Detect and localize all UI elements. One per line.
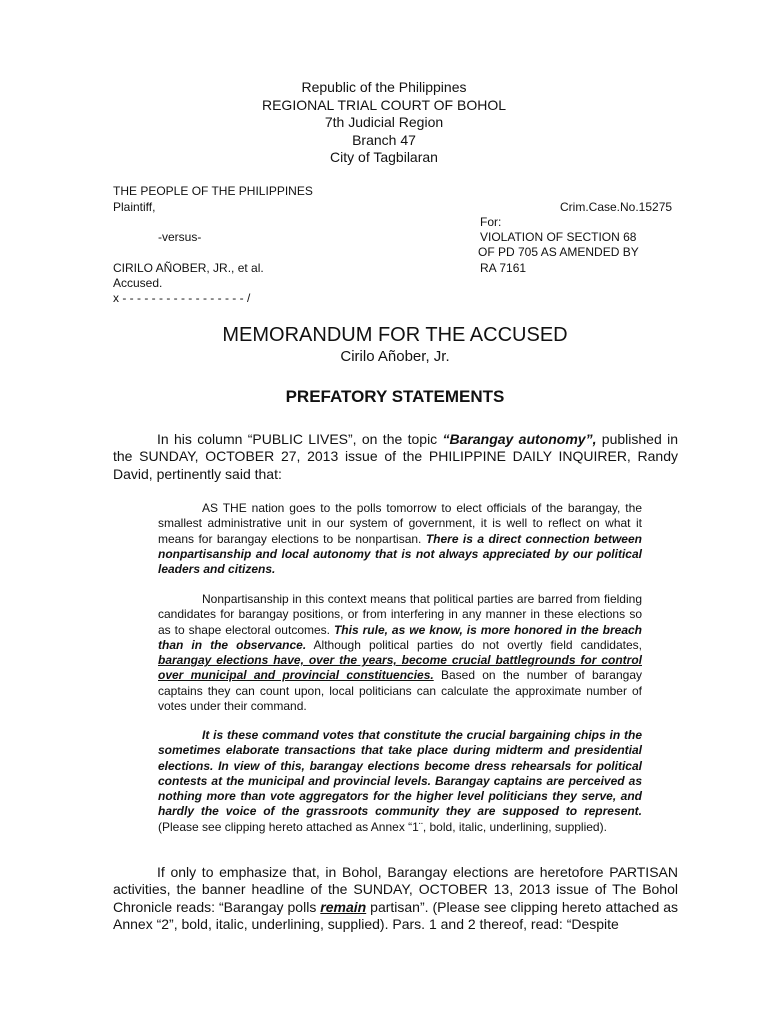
plaintiff-name: THE PEOPLE OF THE PHILIPPINES	[113, 184, 313, 198]
court-header	[0, 79, 768, 167]
header-branch: Branch 47	[352, 131, 416, 148]
quote1-emphasis: There is a direct connection between nonpartisanship and local autonomy that is not always appreciated by our political leaders and citizens.	[158, 531, 642, 577]
quote2-text-b: Although political parties do not overtly field candidates,	[306, 637, 642, 652]
violation-line-2: OF PD 705 AS AMENDED BY	[478, 245, 639, 259]
accused-role: Accused.	[113, 276, 163, 290]
paragraph-bohol	[113, 864, 678, 934]
accused-name: CIRILO AÑOBER, JR., et al.	[113, 261, 264, 275]
para1-text-a: In his column “PUBLIC LIVES”, on the topic	[157, 431, 443, 447]
memorandum-title: MEMORANDUM FOR THE ACCUSED	[222, 324, 568, 346]
block-quote-3	[158, 728, 642, 835]
violation-line-1: VIOLATION OF SECTION 68	[480, 230, 637, 244]
quote2-text-c: Based on the number of barangay captains they can count upon, local politicians can calculate the approximate number of votes under their command.	[158, 668, 642, 714]
para2-text-b: partisan”. (Please see clipping hereto attached as Annex “2”, bold, italic, underlining, supplied). Pars. 1 and 2 thereof, read: “Despite	[113, 898, 678, 933]
section-heading: PREFATORY STATEMENTS	[285, 387, 505, 406]
quote3-emphasis: It is these command votes that constitute the crucial bargaining chips in the sometimes elaborate transactions that take place during midterm and presidential elections. In view of this, barangay elections become dress rehearsals for political contests at the municipal and provincial levels. Barangay captains are perceived as nothing more than vote aggregators for the higher level politicians they serve, and hardly the voice of the grassroots community they are supposed to represent.	[158, 728, 642, 819]
violation-line-3: RA 7161	[480, 261, 527, 275]
plaintiff-role: Plaintiff,	[113, 200, 156, 214]
quote2-underlined: barangay elections have, over the years, become crucial battlegrounds for control over municipal and provincial constituencies.	[158, 653, 642, 683]
case-number: Crim.Case.No.15275	[560, 200, 673, 214]
caption-separator: x - - - - - - - - - - - - - - - - - /	[113, 291, 251, 305]
quote3-annex-note: (Please see clipping hereto attached as Annex “1¨, bold, italic, underlining, supplied).	[158, 819, 607, 834]
memorandum-subtitle: Cirilo Añober, Jr.	[340, 348, 450, 365]
para2-text-a: If only to emphasize that, in Bohol, Barangay elections are heretofore PARTISAN activities, the banner headline of the SUNDAY, OCTOBER 13, 2013 issue of The Bohol Chronicle reads: “Barangay polls	[113, 864, 678, 915]
block-quote-2	[158, 592, 642, 714]
para1-topic: “Barangay autonomy”,	[442, 431, 597, 447]
quote2-text-a: Nonpartisanship in this context means that political parties are barred from fielding candidates for barangay positions, or from interfering in any manner in these elections so as to shape electoral outcomes.	[158, 592, 642, 637]
block-quote-1	[158, 501, 642, 577]
header-city: City of Tagbilaran	[330, 149, 438, 165]
header-republic: Republic of the Philippines	[301, 79, 467, 95]
versus-label: -versus-	[158, 230, 202, 244]
quote2-emphasis: This rule, as we know, is more honored in the breach than in the observance.	[158, 622, 642, 652]
paragraph-intro	[113, 431, 678, 483]
para2-remain: remain	[320, 898, 367, 915]
para1-text-b: published in the SUNDAY, OCTOBER 27, 2013 issue of the PHILIPPINE DAILY INQUIRER, Randy David, pertinently said that:	[113, 431, 678, 482]
quote1-text: AS THE nation goes to the polls tomorrow to elect officials of the barangay, the smallest administrative unit in our system of government, it is well to reflect on what it means for barangay elections to be nonpartisan.	[158, 501, 642, 546]
header-court: REGIONAL TRIAL COURT OF BOHOL	[261, 96, 506, 113]
header-region: 7th Judicial Region	[324, 114, 444, 130]
for-label: For:	[480, 215, 502, 229]
